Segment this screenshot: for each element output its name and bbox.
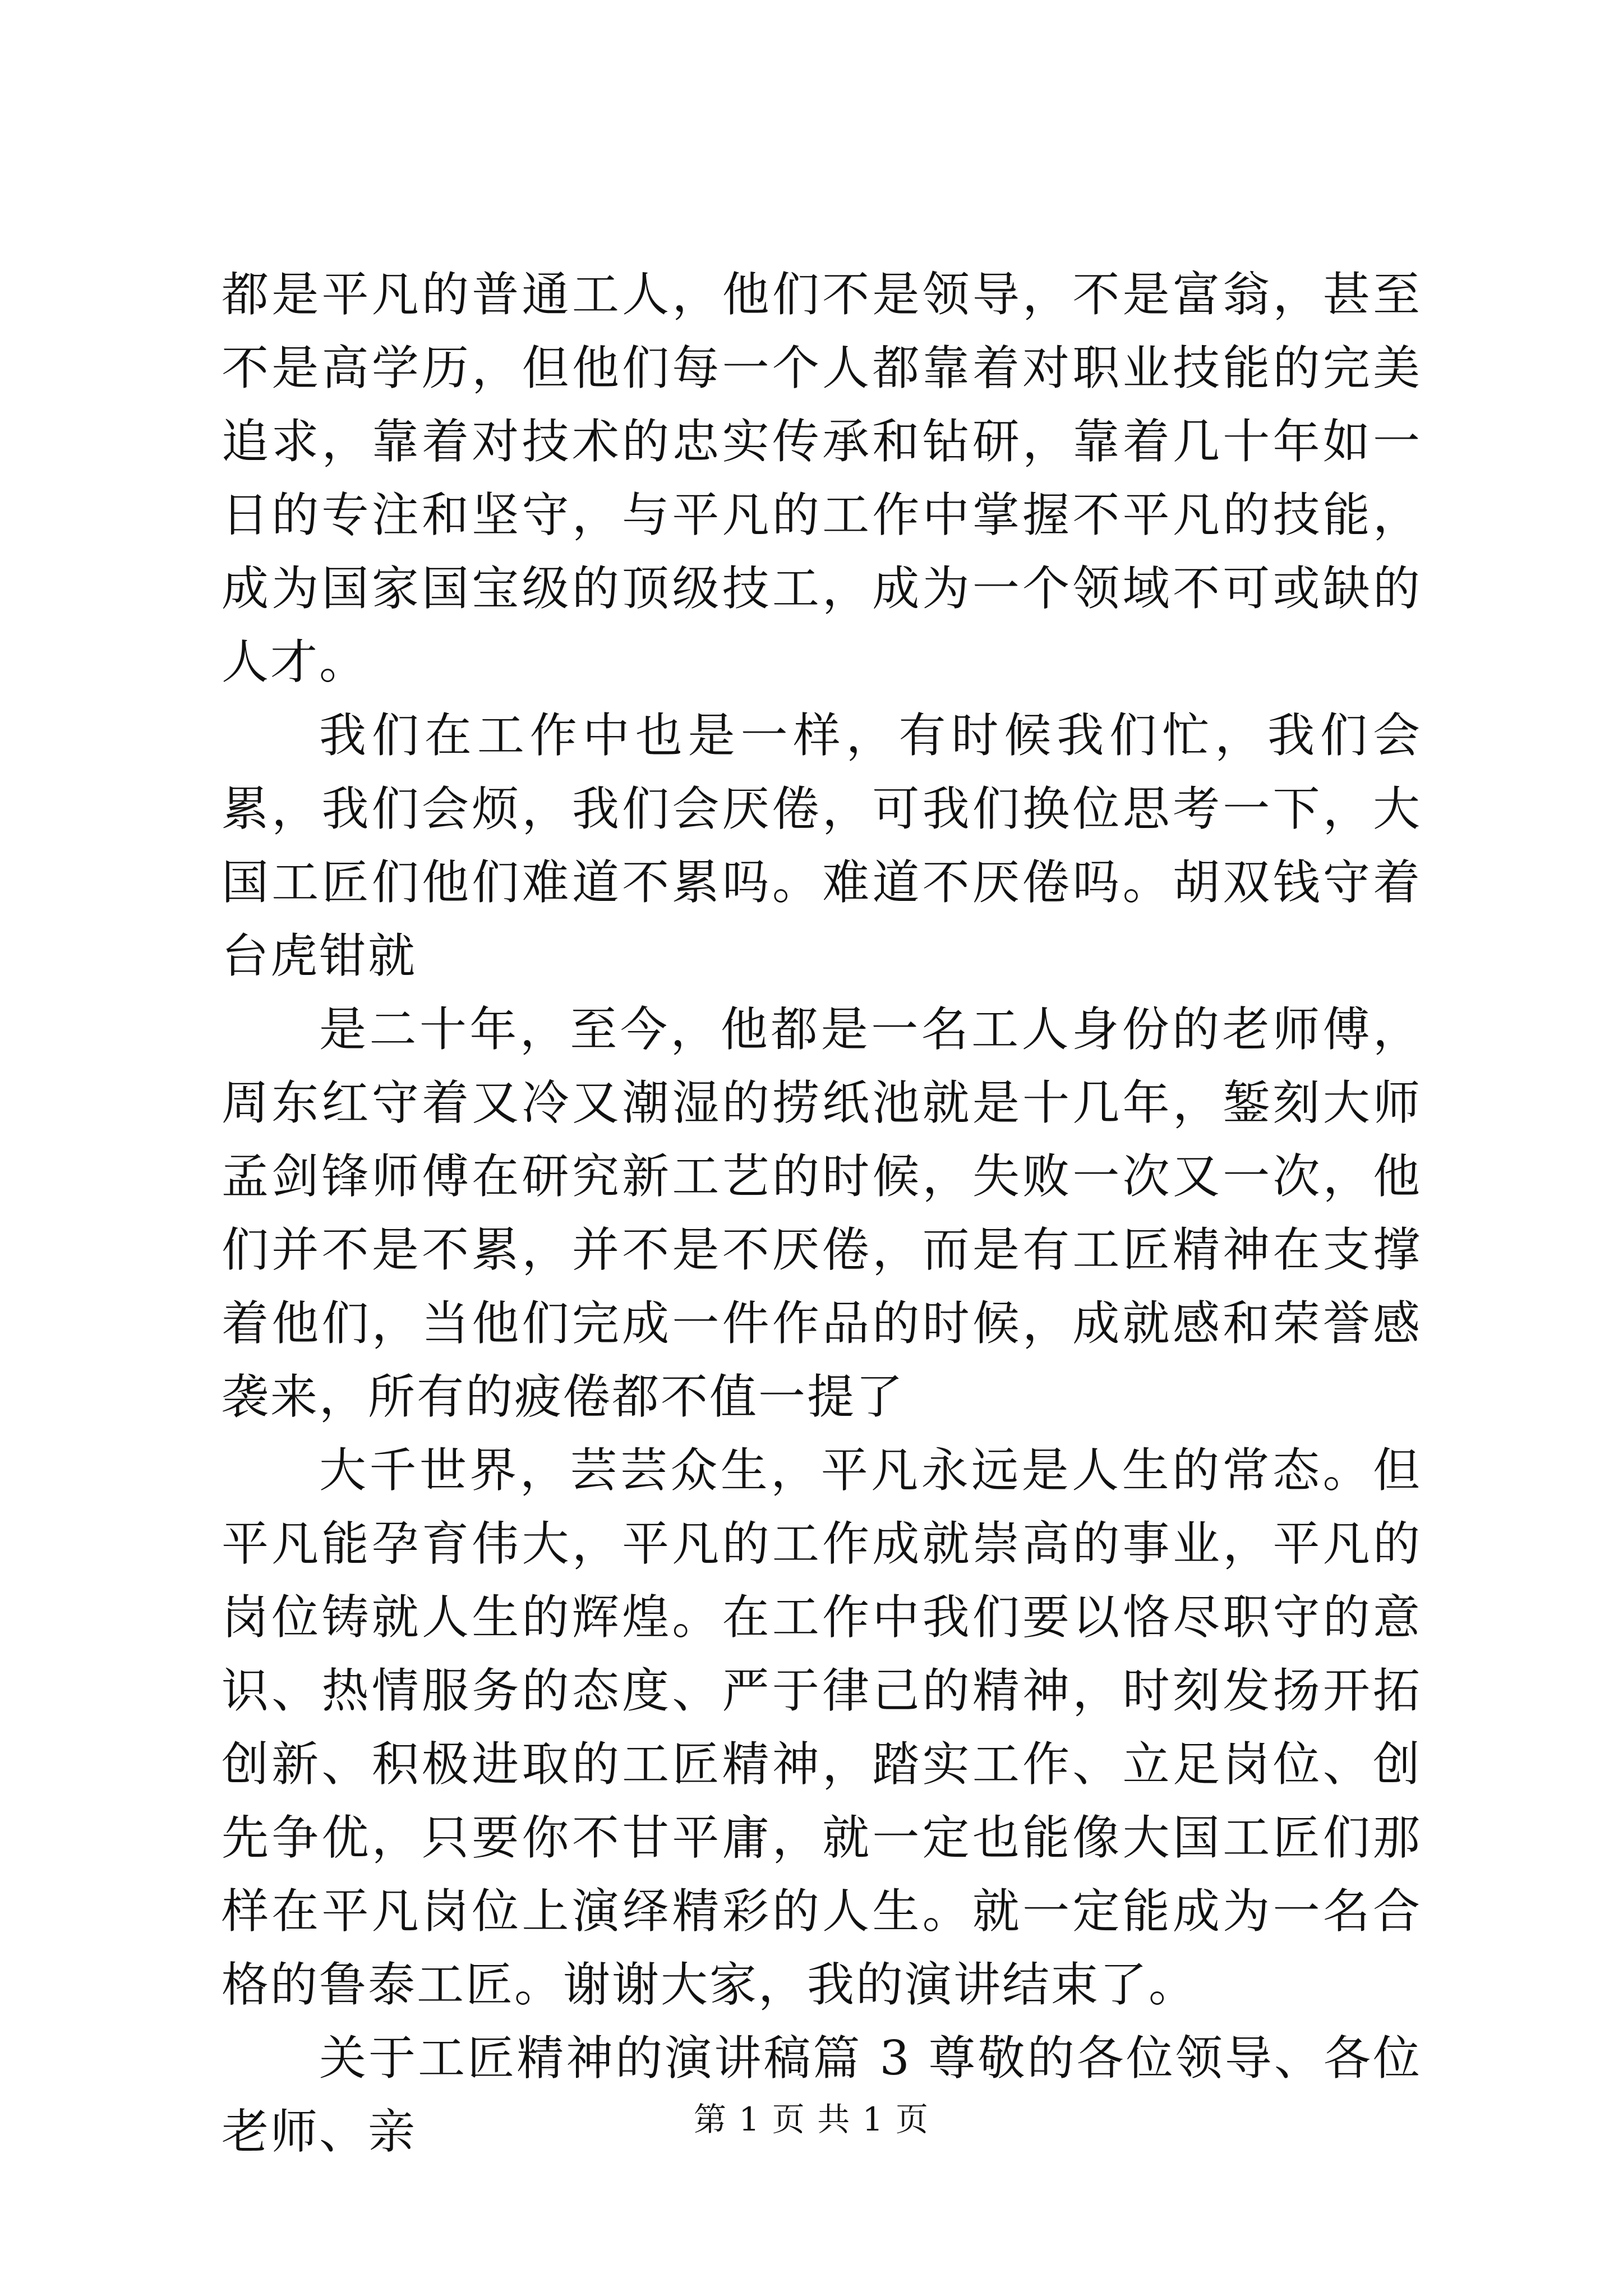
paragraph-3: 是二十年，至今，他都是一名工人身份的老师傅，周东红守着又冷又潮湿的捞纸池就是十几年，錾刻大师孟剑锋师傅在研究新工艺的时候，失败一次又一次，他们并不是不累，并不是不厌倦，而是有工匠精神在支撑着他们，当他们完成一件作品的时候，成就感和荣誉感袭来，所有的疲倦都不值一提了 xyxy=(222,1002,1422,1424)
paragraph-5: 关于工匠精神的演讲稿篇 3 尊敬的各位领导、各位老师、亲 xyxy=(222,2031,1422,2159)
document-body xyxy=(222,258,1422,2169)
paragraph-4: 大千世界，芸芸众生，平凡永远是人生的常态。但平凡能孕育伟大，平凡的工作成就崇高的事业，平凡的岗位铸就人生的辉煌。在工作中我们要以恪尽职守的意识、热情服务的态度、严于律己的精神，时刻发扬开拓创新、积极进取的工匠精神，踏实工作、立足岗位、创先争优，只要你不甘平庸，就一定也能像大国工匠们那样在平凡岗位上演绎精彩的人生。就一定能成为一名合格的鲁泰工匠。谢谢大家，我的演讲结束了。 xyxy=(222,1443,1422,2012)
page-footer: 第 1 页 共 1 页 xyxy=(694,2100,929,2138)
paragraph-1: 都是平凡的普通工人，他们不是领导，不是富翁，甚至不是高学历，但他们每一个人都靠着对职业技能的完美追求，靠着对技术的忠实传承和钻研，靠着几十年如一日的专注和坚守，与平凡的工作中掌握不平凡的技能，成为国家国宝级的顶级技工，成为一个领域不可或缺的人才。 xyxy=(222,267,1422,689)
paragraph-2: 我们在工作中也是一样，有时候我们忙，我们会累，我们会烦，我们会厌倦，可我们换位思考一下，大国工匠们他们难道不累吗。难道不厌倦吗。胡双钱守着台虎钳就 xyxy=(222,708,1422,983)
